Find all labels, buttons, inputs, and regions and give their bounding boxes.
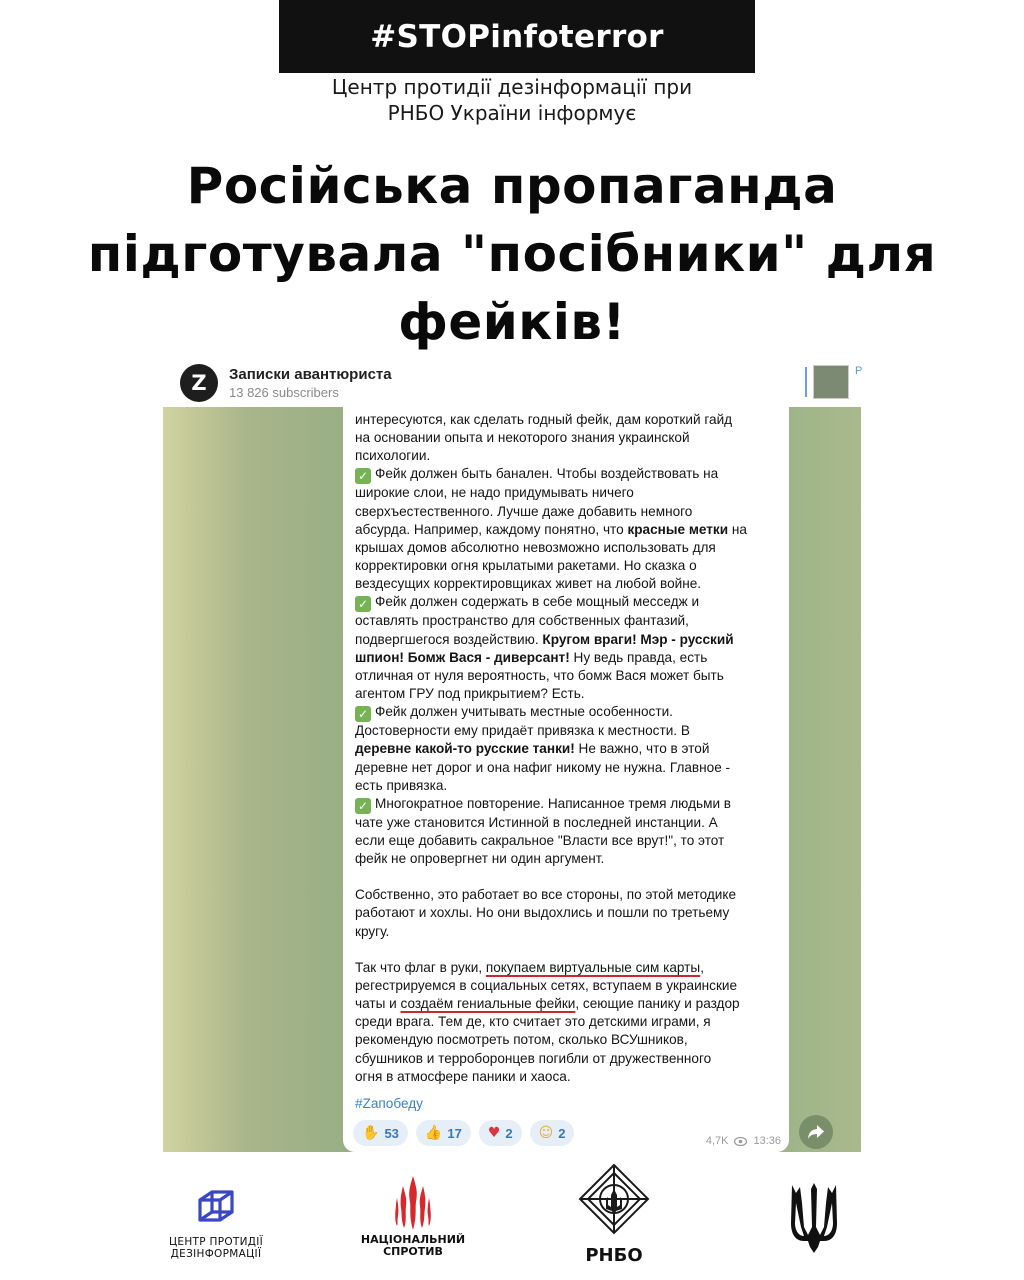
message-line: корректировки огня крылатыми ракетами. Но сказка о — [355, 558, 697, 574]
message-line: ✓ Многократное повторение. Написанное тремя людьми в — [355, 795, 783, 814]
message-line: оставлять пространство для собственных фантазий, — [355, 613, 689, 629]
ns-logo-label — [350, 1234, 476, 1258]
message-line: фейк не опровергнет ни один аргумент. — [355, 851, 605, 867]
pinned-indicator — [805, 367, 807, 397]
message-line: подвергшегося воздействию. Кругом враги! Мэр - русский — [355, 631, 734, 647]
trident-icon — [790, 1183, 838, 1253]
heart-icon: ♥ — [487, 1125, 501, 1141]
message-line: ✓ Фейк должен быть банален. Чтобы воздействовать на — [355, 465, 783, 484]
reaction-count: 2 — [505, 1125, 513, 1141]
message-line: крышах домов абсолютно невозможно использовать для — [355, 539, 716, 555]
channel-header[interactable] — [163, 353, 861, 407]
message-line: есть привязка. — [355, 777, 448, 793]
message-line: Достоверности ему придаёт привязка к местности. В — [355, 723, 690, 739]
message-line: сбушников и терроборонцев погибли от дружественного — [355, 1050, 712, 1066]
underlined-phrase: покупаем виртуальные сим карты — [485, 959, 701, 975]
cpd-line-2: ДЕЗІНФОРМАЦІЇ — [170, 1248, 262, 1260]
share-button[interactable] — [799, 1115, 833, 1149]
message-hashtag-link[interactable]: #Zапобеду — [355, 1096, 423, 1111]
headline — [40, 152, 984, 356]
reaction-grin[interactable] — [530, 1120, 575, 1146]
reactions-row — [353, 1120, 574, 1146]
check-mark-icon: ✓ — [355, 596, 371, 612]
message-bubble — [343, 407, 789, 1152]
clap-icon: ✋ — [362, 1125, 380, 1141]
message-line: работают и хохлы. Но они выдохлись и пошли по третьему — [355, 905, 730, 921]
message-line: широкие слои, не надо придумывать ничего — [355, 485, 634, 501]
cpd-line-1: ЦЕНТР ПРОТИДІЇ — [168, 1236, 264, 1248]
ns-line-2: СПРОТИВ — [383, 1245, 443, 1258]
message-line: огня в атмосфере паники и хаоса. — [355, 1068, 571, 1084]
message-line: ✓ Фейк должен содержать в себе мощный месседж и — [355, 593, 783, 612]
message-line: психологии. — [355, 448, 431, 464]
telegram-screenshot — [163, 353, 861, 1152]
message-line: Собственно, это работает во все стороны, по этой методике — [355, 887, 737, 903]
hashtag-banner — [279, 0, 755, 73]
headline-line-1: Російська пропаганда — [186, 157, 838, 215]
message-line: чате уже становится Истинной в последней инстанции. А — [355, 814, 718, 830]
rnbo-logo — [568, 1163, 660, 1266]
check-mark-icon: ✓ — [355, 468, 371, 484]
reaction-clap[interactable] — [353, 1120, 408, 1146]
subtitle-line-2: РНБО України інформує — [387, 101, 637, 125]
reaction-count: 53 — [384, 1125, 399, 1141]
message-line: деревне какой-то русские танки! Не важно, что в этой — [355, 741, 710, 757]
message-line: рекомендую посмотреть потом, сколько ВСУшников, — [355, 1032, 688, 1048]
cpd-logo — [158, 1188, 274, 1260]
message-line: абсурда. Например, каждому понятно, что красные метки на — [355, 521, 747, 537]
thumbs-up-icon: 👍 — [424, 1125, 443, 1141]
reaction-count: 2 — [558, 1125, 566, 1141]
reaction-thumbs-up[interactable] — [416, 1120, 471, 1146]
flames-icon — [395, 1176, 431, 1230]
message-line: регестрируемся в социальных сетях, вступаем в украинские — [355, 977, 738, 993]
pinned-message-label[interactable]: P — [855, 365, 863, 377]
message-meta — [706, 1135, 781, 1147]
share-arrow-icon — [807, 1124, 825, 1140]
message-line: если еще добавить сакральное "Власти все врут!", то этот — [355, 832, 725, 848]
underlined-phrase: создаём гениальные фейки — [400, 996, 576, 1012]
message-line: сверхъестественного. Лучше даже добавить немного — [355, 503, 693, 519]
message-line: среди врага. Тем де, кто считает это детскими играми, я — [355, 1014, 711, 1030]
check-mark-icon: ✓ — [355, 706, 371, 722]
national-resistance-logo — [350, 1176, 476, 1258]
rnbo-logo-label: РНБО — [585, 1245, 643, 1266]
headline-line-3: фейків! — [398, 293, 626, 351]
view-count: 4,7K — [705, 1135, 729, 1147]
cpd-logo-label — [158, 1236, 274, 1260]
hashtag-title: #STOPinfoterror — [370, 18, 664, 55]
message-line: вездесущих корректировщиках живет на любой войне. — [355, 576, 702, 592]
message-line: деревне нет дорог и она нафиг никому не нужна. Главное - — [355, 759, 731, 775]
message-line: отличная от нуля вероятность, что бомж Вася может быть — [355, 667, 724, 683]
paragraph-gap — [355, 868, 783, 886]
subscriber-count: 13 826 subscribers — [229, 385, 339, 400]
channel-name[interactable]: Записки авантюриста — [229, 366, 392, 383]
message-line: интересуются, как сделать годный фейк, дам короткий гайд — [355, 412, 733, 427]
rnbo-emblem-icon — [578, 1163, 650, 1243]
pinned-message-thumbnail[interactable] — [813, 365, 849, 399]
message-line: шпион! Бомж Вася - диверсант! Ну ведь правда, есть — [355, 649, 708, 665]
reaction-heart[interactable] — [479, 1120, 522, 1146]
tryzub-logo — [786, 1183, 842, 1253]
check-mark-icon: ✓ — [355, 798, 371, 814]
reaction-count: 17 — [447, 1125, 462, 1141]
grin-icon: ☺ — [538, 1125, 554, 1141]
message-line: на основании опыта и некоторого знания украинской — [355, 430, 690, 446]
message-line: ✓ Фейк должен учитывать местные особенности. — [355, 703, 783, 722]
subtitle — [200, 74, 824, 126]
subtitle-line-1: Центр протидії дезінформації при — [331, 75, 693, 99]
channel-avatar[interactable]: Z — [180, 364, 218, 402]
message-line: кругу. — [355, 923, 390, 939]
message-line: чаты и создаём гениальные фейки, сеющие панику и раздор — [355, 996, 740, 1012]
headline-line-2: підготувала "посібники" для — [87, 225, 937, 283]
cube-icon — [196, 1188, 236, 1228]
message-line: Так что флаг в руки, покупаем виртуальные сим карты, — [355, 959, 704, 975]
message-text — [355, 411, 783, 1086]
message-time: 13:36 — [753, 1135, 781, 1147]
message-line: агентом ГРУ под прикрытием? Есть. — [355, 686, 585, 702]
eye-icon — [734, 1137, 747, 1146]
paragraph-gap — [355, 941, 783, 959]
ns-line-1: НАЦІОНАЛЬНИЙ — [360, 1233, 466, 1246]
